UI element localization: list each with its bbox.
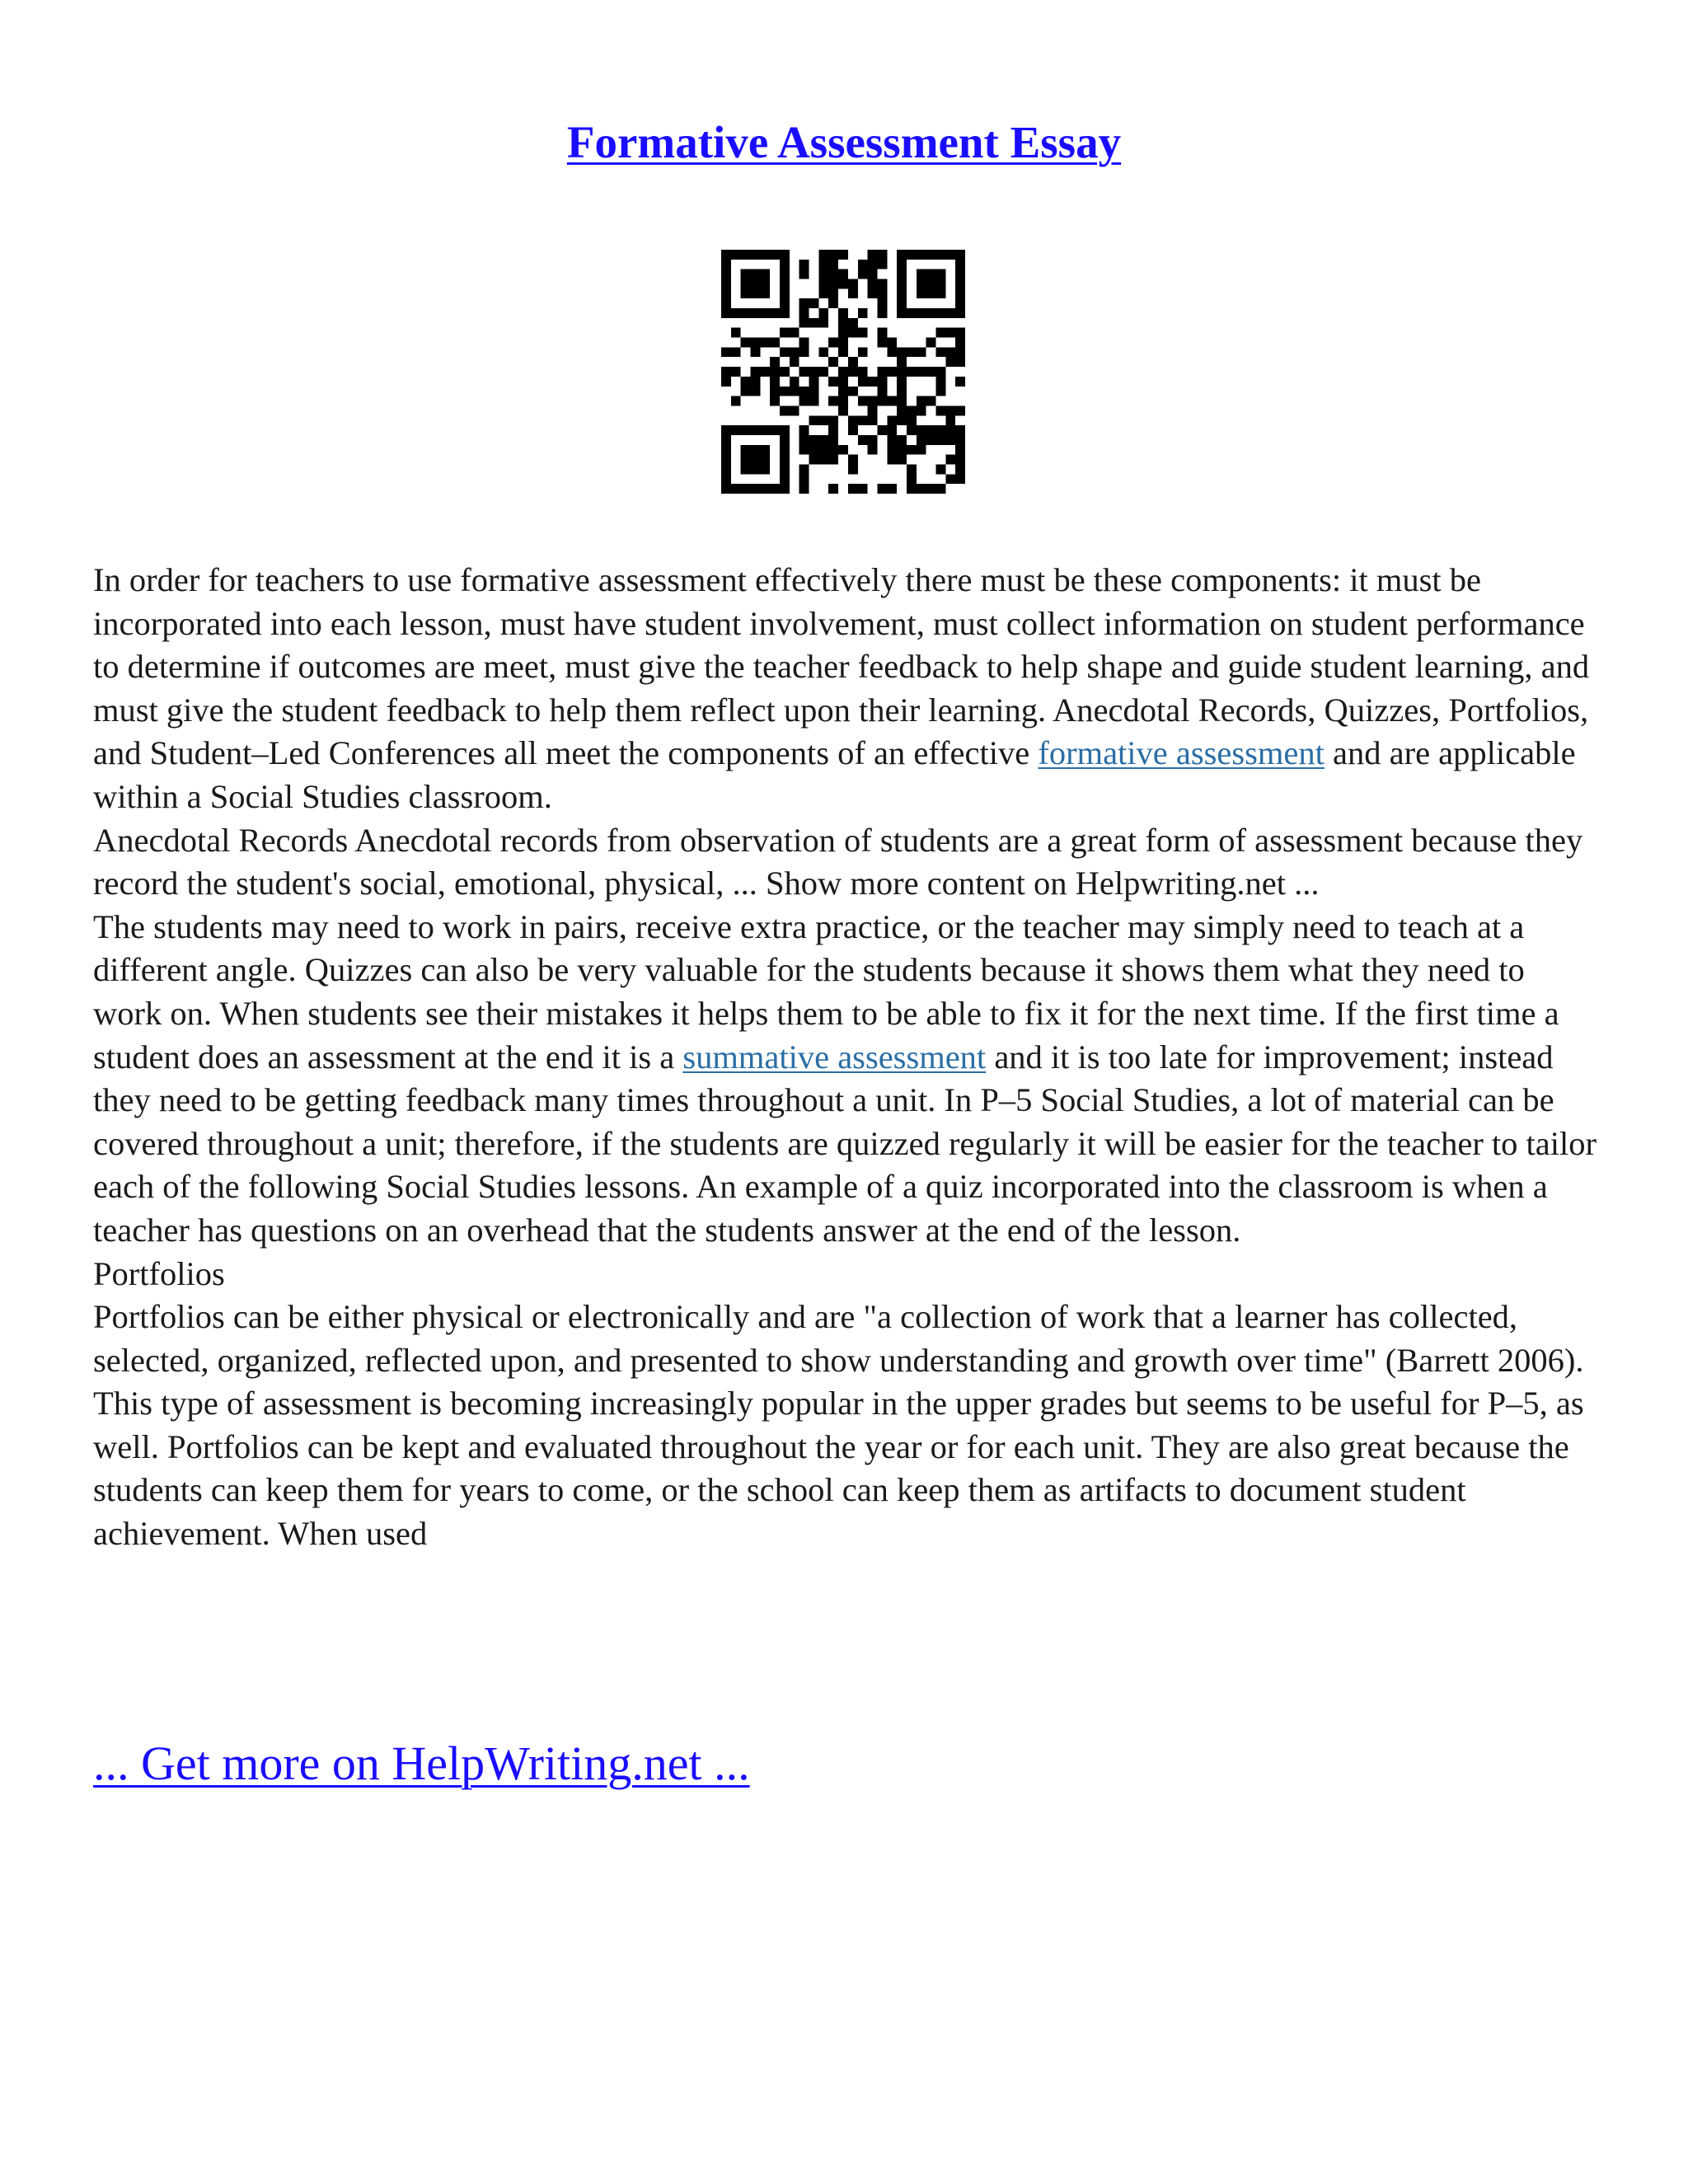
qr-code-icon — [721, 250, 965, 494]
formative-assessment-link[interactable]: formative assessment — [1038, 734, 1325, 772]
paragraph-quizzes: The students may need to work in pairs, receive extra practice, or the teacher may simply need to teach at a different angle. Quizzes can also be very valuable for the students because it shows them what they need to work on. When students see their mistakes it helps them to be able to fix it for the next time. If the first time a student does an assessment at the end it is a summative assessment and it is too late for improvement; instead they need to be getting feedback many times throughout a unit. In P–5 Social Studies, a lot of material can be covered throughout a unit; therefore, if the students are quizzed regularly it will be easier for the teacher to tailor each of the following Social Studies lessons. An example of a quiz incorporated into the classroom is when a teacher has questions on an overhead that the students answer at the end of the lesson. — [93, 907, 1597, 1249]
summative-assessment-link[interactable]: summative assessment — [682, 1038, 987, 1076]
get-more-section — [93, 1735, 750, 1793]
paragraph-portfolios-heading: Portfolios — [93, 1254, 225, 1292]
title-link[interactable]: Formative Assessment Essay — [566, 117, 1122, 167]
paragraph-intro: In order for teachers to use formative assessment effectively there must be these components: it must be incorporated into each lesson, must have student involvement, must collect information on student performance to determine if outcomes are meet, must give the teacher feedback to help shape and guide student learning, and must give the student feedback to help them reflect upon their learning. Anecdotal Records, Quizzes, Portfolios, and Student–Led Conferences all meet the components of an effective formative assessment and are applicable within a Social Studies classroom. — [93, 561, 1590, 815]
document-title — [0, 114, 1688, 171]
paragraph-anecdotal-records: Anecdotal Records Anecdotal records from observation of students are a great form of assessment because they record the student's social, emotional, physical, ... Show more content on Helpwriting.net ... — [93, 821, 1583, 902]
paragraph-portfolios: Portfolios can be either physical or electronically and are "a collection of work that a learner has collected, selected, organized, reflected upon, and presented to show understanding and growth over time" (Barrett 2006). This type of assessment is becoming increasingly popular in the upper grades but seems to be useful for P–5, as well. Portfolios can be kept and evaluated throughout the year or for each unit. They are also great because the students can keep them for years to come, or the school can keep them as artifacts to document student achievement. When used — [93, 1298, 1584, 1553]
essay-body — [93, 559, 1601, 1556]
get-more-link[interactable]: ... Get more on HelpWriting.net ... — [93, 1736, 750, 1790]
